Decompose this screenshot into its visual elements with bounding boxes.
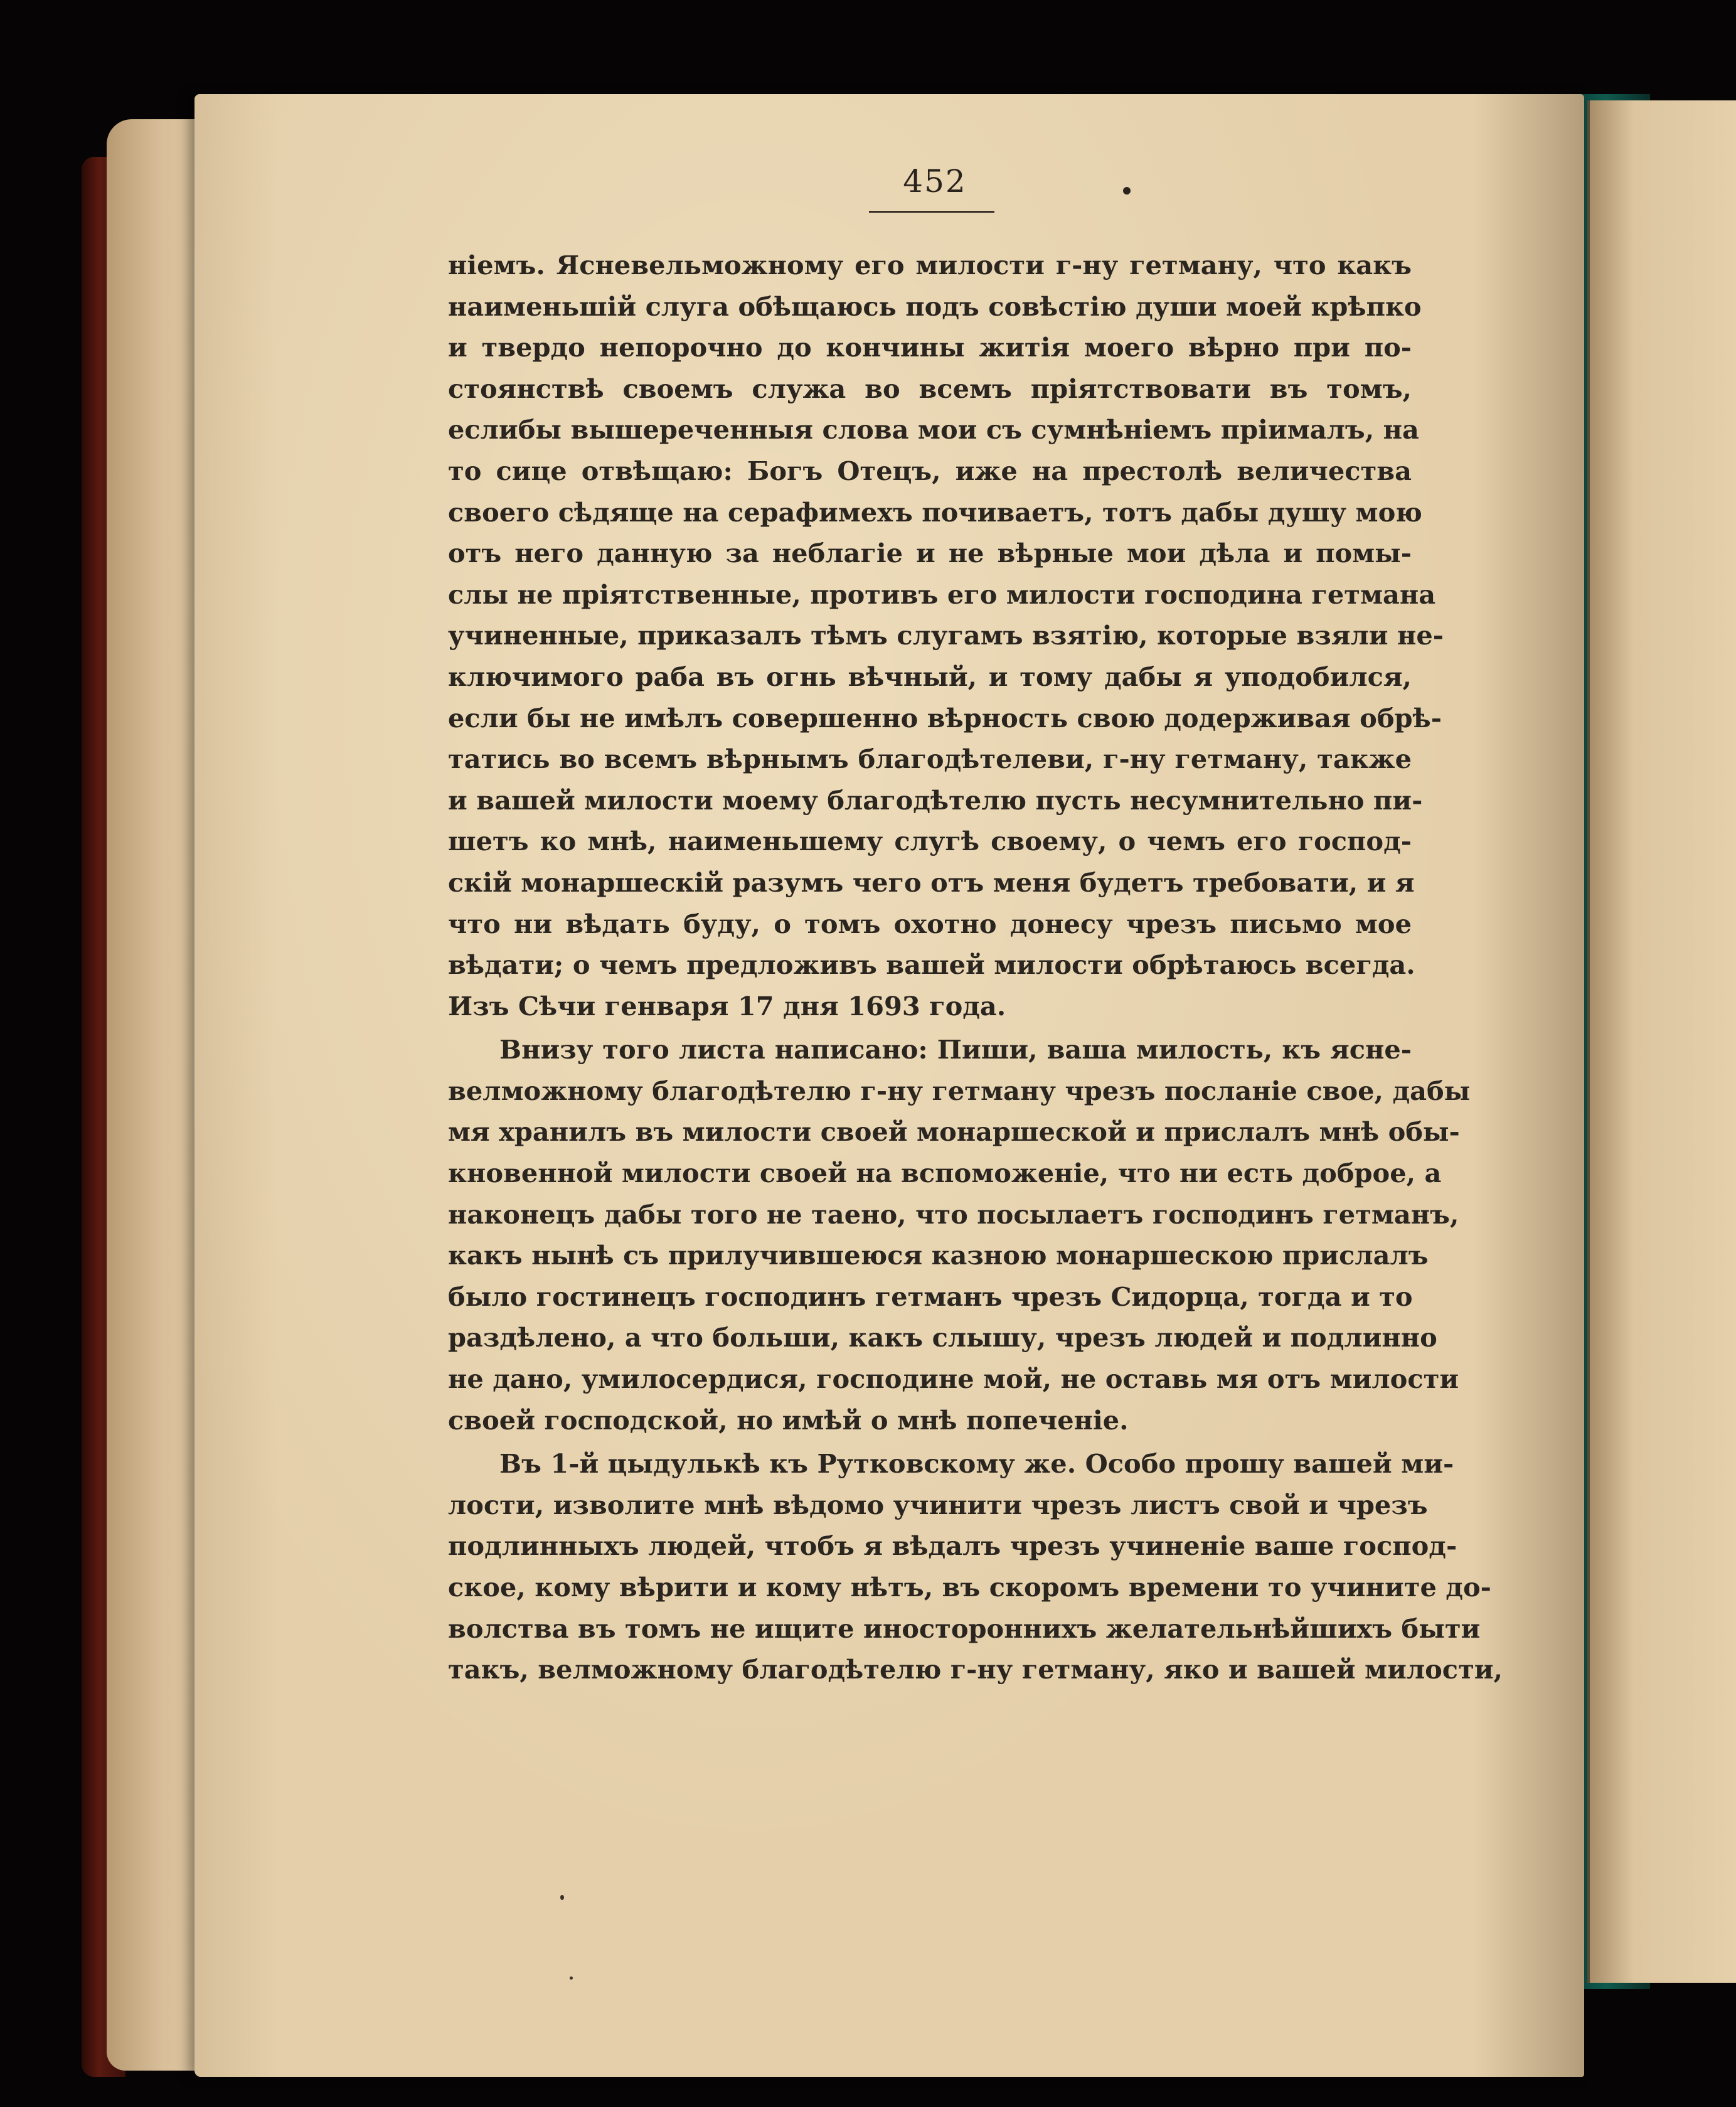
text-line: наконецъ дабы того не таено, что посылаетъ господинъ гетманъ,	[448, 1198, 1459, 1230]
text-line: такъ, велможному благодѣтелю г-ну гетману, яко и вашей милости,	[448, 1654, 1503, 1685]
page-number-rule	[869, 211, 994, 213]
text-line: ніемъ. Ясневельможному его милости г-ну гетману, что какъ	[448, 250, 1412, 280]
text-line: Внизу того листа написано: Пиши, ваша милость, къ ясне-	[499, 1034, 1412, 1065]
text-line: слы не пріятственные, противъ его милости господина гетмана	[448, 579, 1436, 610]
text-line: учиненные, приказалъ тѣмъ слугамъ взятію, которые взяли не-	[448, 620, 1444, 651]
text-line: и вашей милости моему благодѣтелю пусть несумнительно пи-	[448, 784, 1423, 816]
text-line: мя хранилъ въ милости своей монаршеской и прислалъ мнѣ обы-	[448, 1116, 1460, 1148]
text-line: и твердо непорочно до кончины житія моего вѣрно при по-	[448, 332, 1412, 363]
text-line: не дано, умилосердися, господине мой, не оставь мя отъ милости	[448, 1363, 1459, 1395]
text-line: кновенной милости своей на вспоможеніе, что ни есть доброе, а	[448, 1158, 1442, 1189]
text-line: скій монаршескій разумъ чего отъ меня будетъ требовати, и я	[448, 867, 1415, 898]
text-line: волства въ томъ не ищите иностороннихъ желательнѣйшихъ быти	[448, 1613, 1481, 1644]
text-line: татись во всемъ вѣрнымъ благодѣтелеви, г-ну гетману, также	[448, 744, 1412, 775]
text-line: подлинныхъ людей, чтобъ я вѣдалъ чрезъ учиненіе ваше господ-	[448, 1530, 1457, 1562]
text-line: было гостинецъ господинъ гетманъ чрезъ Сидорца, тогда и то	[448, 1281, 1413, 1312]
text-line: лости, изволите мнѣ вѣдомо учинити чрезъ листъ свой и чрезъ	[448, 1489, 1428, 1520]
text-line: ключимого раба въ огнь вѣчный, и тому дабы я уподобился,	[448, 661, 1412, 692]
ink-speck	[560, 1895, 564, 1900]
text-line: раздѣлено, а что больши, какъ слышу, чрезъ людей и подлинно	[448, 1322, 1437, 1353]
text-line: вѣдати; о чемъ предложивъ вашей милости обрѣтаюсь всегда.	[448, 949, 1415, 981]
text-line: Изъ Сѣчи генваря 17 дня 1693 года.	[448, 990, 1006, 1021]
text-line: шетъ ко мнѣ, наименьшему слугѣ своему, о чемъ его господ-	[448, 826, 1412, 857]
ink-dot	[1123, 187, 1131, 195]
text-line: велможному благодѣтелю г-ну гетману чрезъ посланіе свое, дабы	[448, 1075, 1471, 1106]
ink-speck	[570, 1976, 573, 1980]
text-line: стоянствѣ своемъ служа во всемъ пріятствовати въ томъ,	[448, 373, 1412, 404]
text-line: что ни вѣдать буду, о томъ охотно донесу чрезъ письмо мое	[448, 908, 1412, 939]
text-line: какъ нынѣ съ прилучившеюся казною монаршескою прислалъ	[448, 1240, 1429, 1271]
text-line: Въ 1-й цыдулькѣ къ Рутковскому же. Особо прошу вашей ми-	[499, 1448, 1454, 1480]
text-line: своей господской, но имѣй о мнѣ попеченіе.	[448, 1404, 1129, 1436]
text-line: еслибы вышереченныя слова мои съ сумнѣніемъ пріималъ, на	[448, 414, 1419, 445]
text-line: ское, кому вѣрити и кому нѣтъ, въ скоромъ времени то учините до-	[448, 1572, 1491, 1603]
text-line: отъ него данную за неблагіе и не вѣрные мои дѣла и помы-	[448, 538, 1412, 569]
text-line: если бы не имѣлъ совершенно вѣрность свою додерживая обрѣ-	[448, 702, 1442, 733]
facing-page	[1587, 100, 1736, 1983]
page-number: 452	[903, 163, 967, 200]
body-text	[448, 245, 1503, 1690]
text-line: то сице отвѣщаю: Богъ Отецъ, иже на престолѣ величества	[448, 455, 1412, 486]
text-line: наименьшій слуга обѣщаюсь подъ совѣстію души моей крѣпко	[448, 291, 1422, 322]
text-line: своего сѣдяще на серафимехъ почиваетъ, тотъ дабы душу мою	[448, 496, 1422, 528]
